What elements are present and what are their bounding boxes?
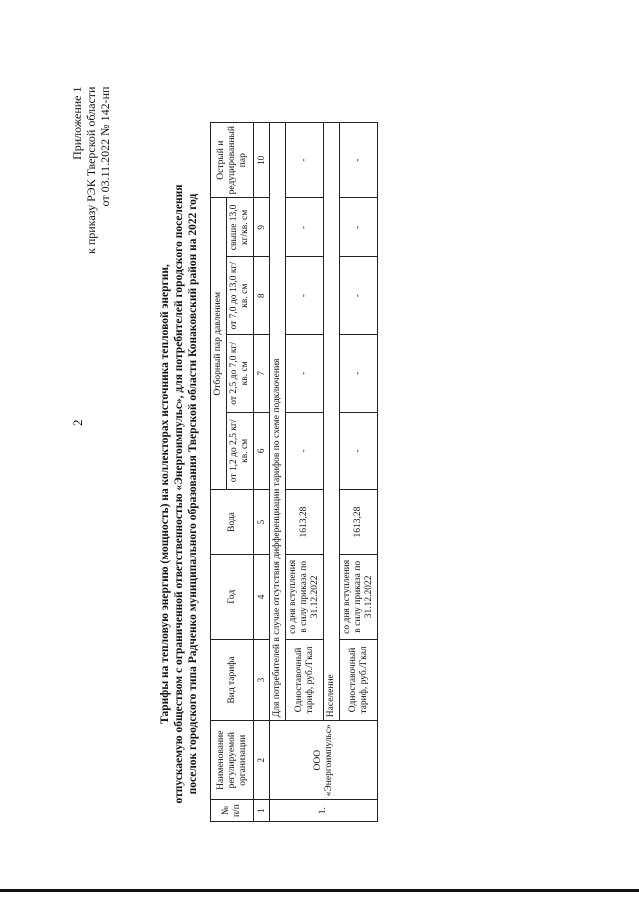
- sharp-steam-value: -: [286, 123, 324, 198]
- pressure-3-value: -: [340, 257, 378, 335]
- column-number: 9: [254, 198, 270, 257]
- section-label: Для потребителей в случае отсутствия дифференциации тарифов по схеме подключения: [270, 123, 286, 721]
- header-row-1: [211, 123, 227, 822]
- appendix-line-1: Приложение 1: [70, 86, 84, 160]
- appendix-line-3: от 03.11.2022 № 142-нп: [98, 86, 112, 207]
- tariff-type-cell: Одноставочный тариф, руб./Гкал: [340, 639, 378, 721]
- header-water: Вода: [211, 490, 254, 555]
- water-value: 1613,28: [286, 490, 324, 555]
- title-line-3: поселок городского типа Радченко муниципального образования Тверской области Конаковский район на 2022 год: [187, 193, 199, 795]
- section-label: Население: [324, 123, 340, 721]
- bottom-rule: [0, 889, 639, 892]
- section-row-2: [324, 123, 340, 822]
- pressure-2-value: -: [340, 335, 378, 413]
- column-number: 8: [254, 257, 270, 335]
- column-numbers-row: [254, 123, 270, 822]
- page-number: 2: [70, 419, 85, 426]
- pressure-2-value: -: [286, 335, 324, 413]
- tariff-type-cell: Одноставочный тариф, руб./Гкал: [286, 639, 324, 721]
- organization-name: ООО «Энергоимпульс»: [270, 721, 378, 800]
- header-pressure-3: от 7,0 до 13,0 кг/кв. см: [227, 257, 254, 335]
- column-number: 10: [254, 123, 270, 198]
- column-number: 4: [254, 554, 270, 639]
- column-number: 7: [254, 335, 270, 413]
- header-year: Год: [211, 554, 254, 639]
- year-cell: со дня вступления в силу приказа по 31.12.2022: [286, 554, 324, 639]
- column-number: 5: [254, 490, 270, 555]
- header-no: № п/п: [211, 800, 254, 822]
- header-pressure-4: свыше 13,0 кг/кв. см: [227, 198, 254, 257]
- table-row: [286, 123, 324, 822]
- tariff-table: [210, 122, 378, 822]
- document-title: [158, 179, 200, 809]
- header-pressure-1: от 1,2 до 2,5 кг/кв. см: [227, 412, 254, 490]
- table-row: [340, 123, 378, 822]
- header-tariff-type: Вид тарифа: [211, 639, 254, 721]
- column-number: 2: [254, 721, 270, 800]
- appendix-block: [70, 87, 112, 254]
- pressure-1-value: -: [340, 412, 378, 490]
- water-value: 1613,28: [340, 490, 378, 555]
- header-org: Наименование регулируемой организации: [211, 721, 254, 800]
- pressure-3-value: -: [286, 257, 324, 335]
- section-row-1: [270, 123, 286, 822]
- title-line-2: отпускаемую обществом с ограниченной ответственностью «Энергоимпульс», для потребителей городского поселения: [173, 184, 185, 804]
- year-cell: со дня вступления в силу приказа по 31.12.2022: [340, 554, 378, 639]
- header-steam-group: Отборный пар давлением: [211, 198, 227, 490]
- column-number: 3: [254, 639, 270, 721]
- sharp-steam-value: -: [340, 123, 378, 198]
- header-sharp-steam: Острый и редуцированный пар: [211, 123, 254, 198]
- pressure-4-value: -: [286, 198, 324, 257]
- pressure-4-value: -: [340, 198, 378, 257]
- title-line-1: Тарифы на тепловую энергию (мощность) на коллекторах источника тепловой энергии,: [159, 264, 171, 724]
- appendix-line-2: к приказу РЭК Тверской области: [84, 86, 98, 254]
- column-number: 6: [254, 412, 270, 490]
- column-number: 1: [254, 800, 270, 822]
- header-pressure-2: от 2,5 до 7,0 кг/кв. см: [227, 335, 254, 413]
- row-number: 1.: [270, 800, 378, 822]
- pressure-1-value: -: [286, 412, 324, 490]
